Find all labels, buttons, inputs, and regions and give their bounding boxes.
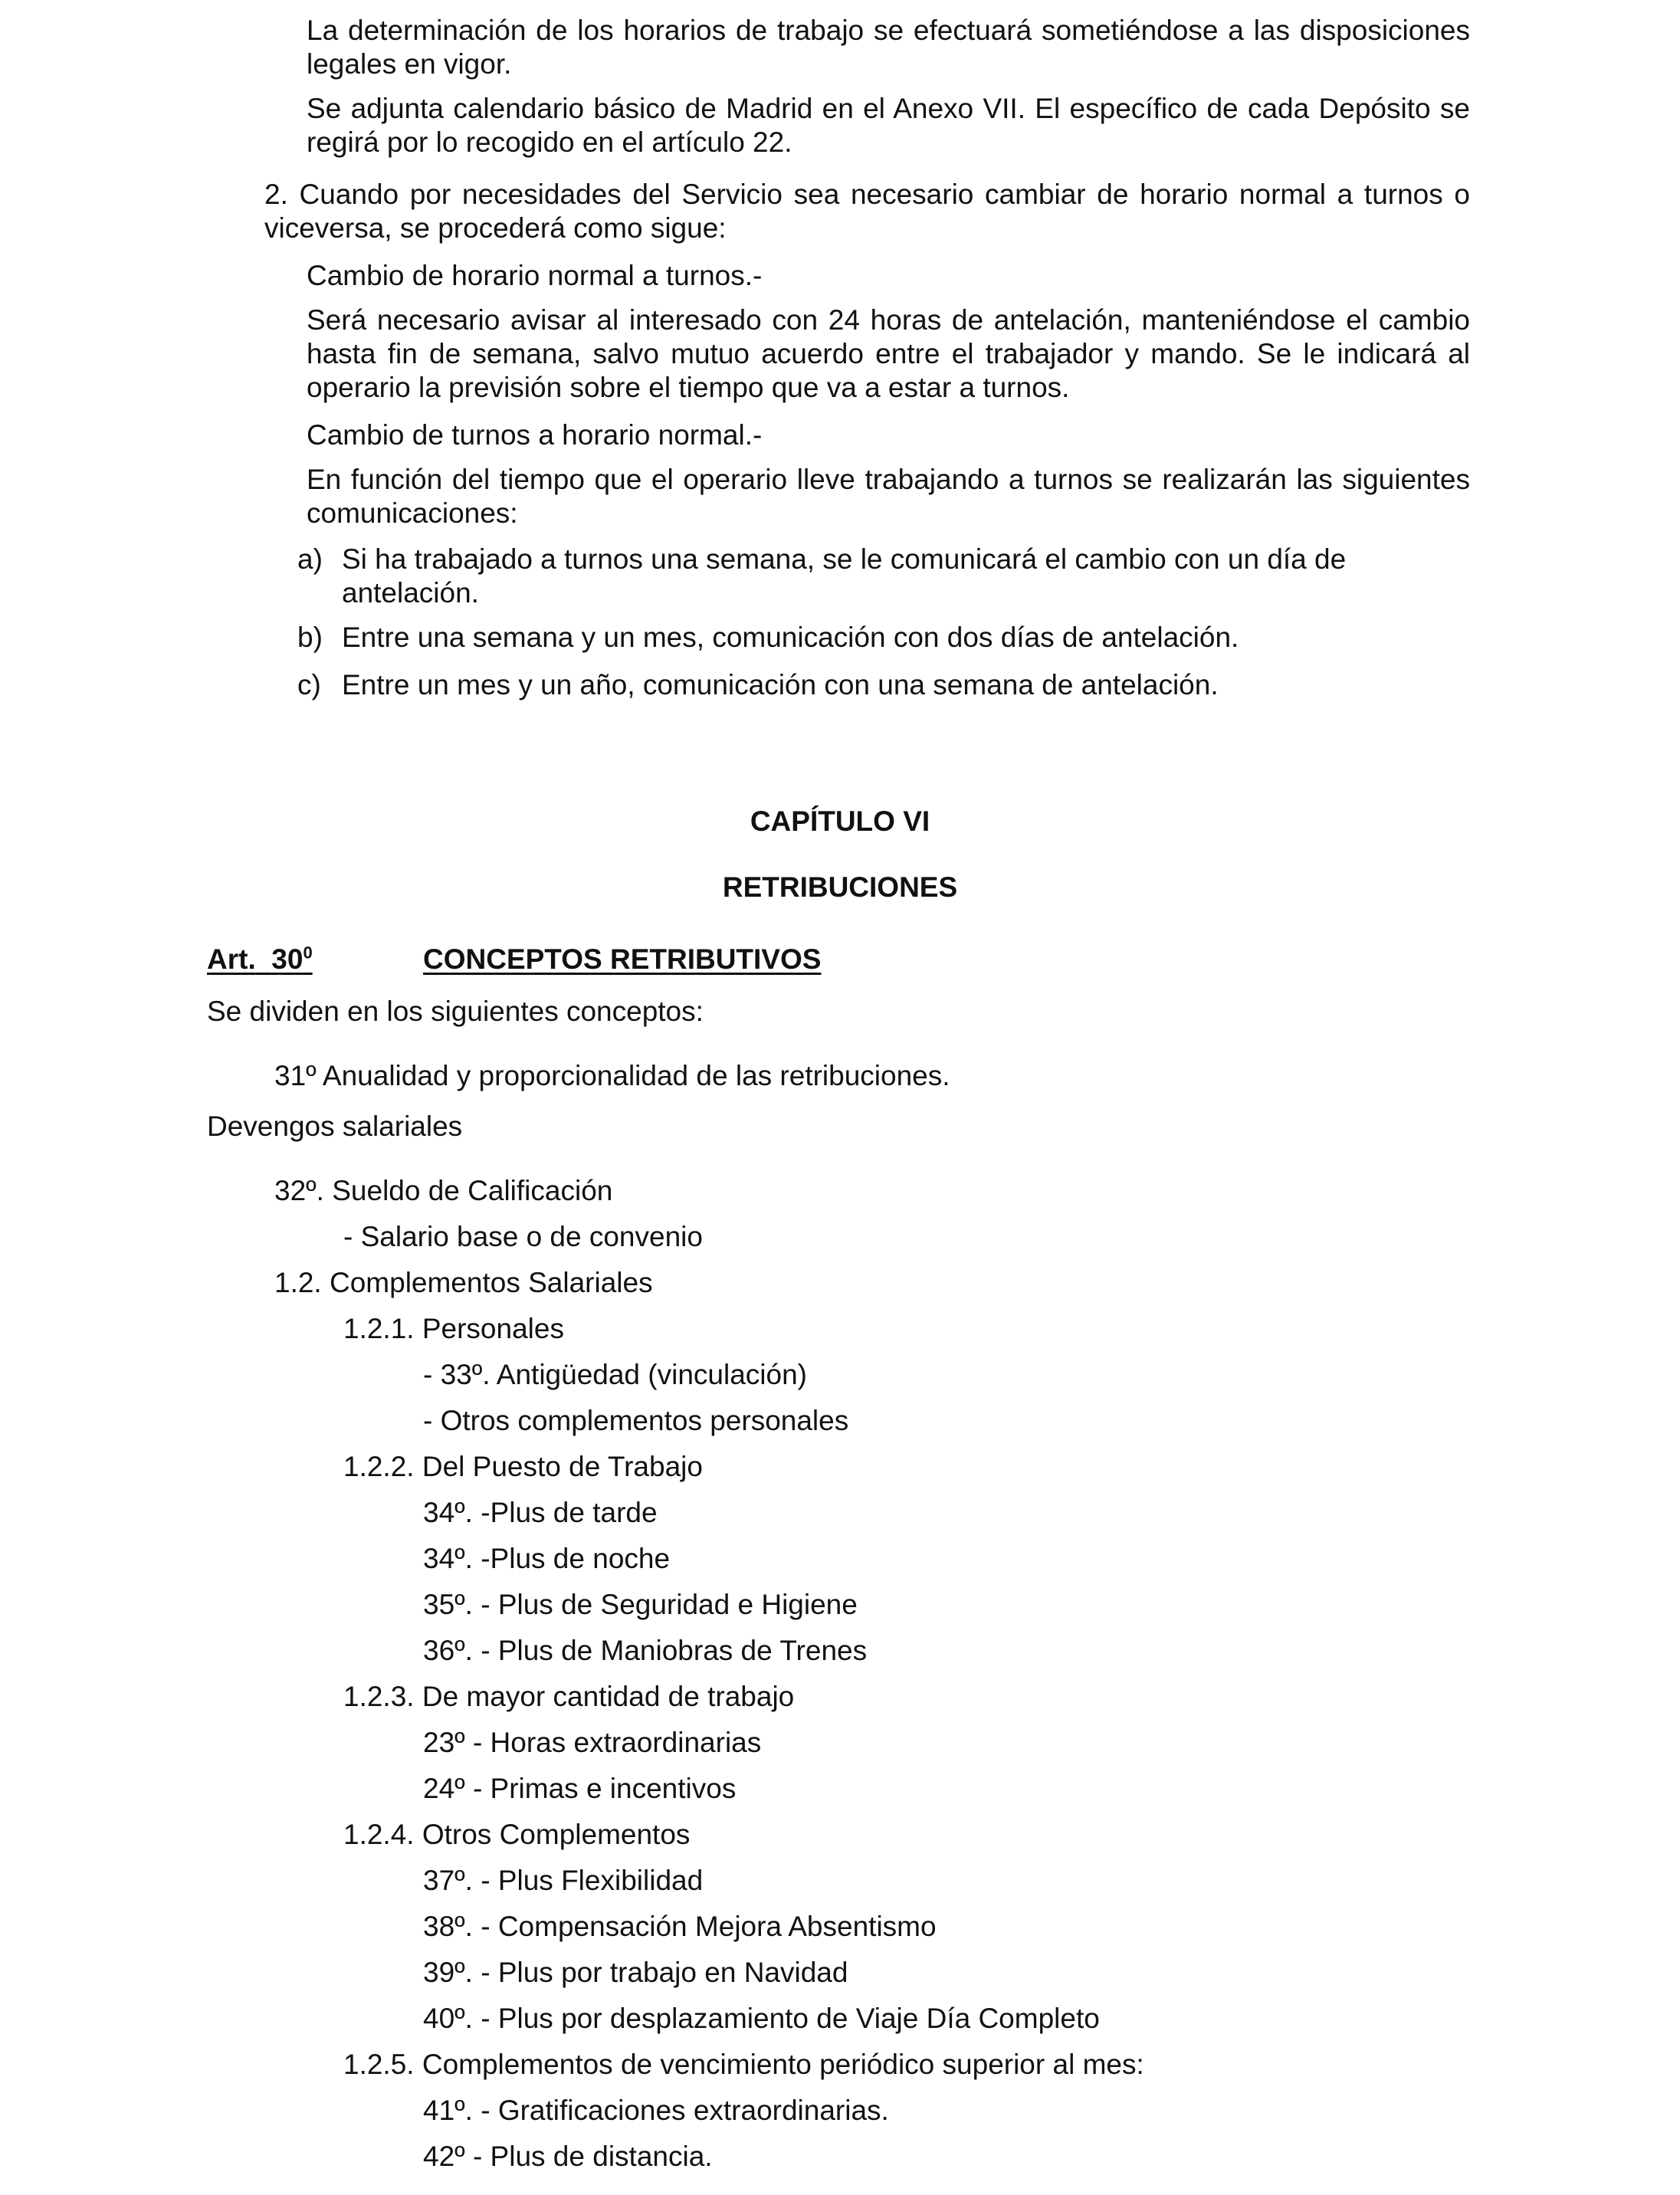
outline-section-125: 1.2.5. Complementos de vencimiento periódico superior al mes: bbox=[343, 2049, 1144, 2080]
outline-item: 24º - Primas e incentivos bbox=[423, 1773, 737, 1804]
subheading-normal-a-turnos: Cambio de horario normal a turnos.- bbox=[307, 260, 763, 291]
paragraph-cambio-line2: viceversa, se procederá como sigue: bbox=[264, 212, 727, 244]
outline-item: 39º. - Plus por trabajo en Navidad bbox=[423, 1957, 848, 1988]
article-intro: Se dividen en los siguientes conceptos: bbox=[207, 996, 704, 1027]
outline-section-121: 1.2.1. Personales bbox=[343, 1313, 564, 1344]
outline-section-123: 1.2.3. De mayor cantidad de trabajo bbox=[343, 1681, 795, 1712]
subheading-turnos-a-normal: Cambio de turnos a horario normal.- bbox=[307, 419, 763, 451]
list-item-a-line2: antelación. bbox=[342, 577, 479, 609]
outline-item: 36º. - Plus de Maniobras de Trenes bbox=[423, 1635, 868, 1666]
article-label bbox=[207, 943, 313, 976]
outline-item: 35º. - Plus de Seguridad e Higiene bbox=[423, 1589, 858, 1620]
outline-item: 23º - Horas extraordinarias bbox=[423, 1727, 762, 1758]
chapter-number: CAPÍTULO VI bbox=[750, 805, 930, 837]
paragraph-aviso-line1: Será necesario avisar al interesado con 24 horas de antelación, manteniéndose el cambio bbox=[307, 304, 1470, 336]
paragraph-aviso-line2: hasta fin de semana, salvo mutuo acuerdo entre el trabajador y mando. Se le indicará al bbox=[307, 338, 1470, 369]
outline-item: 38º. - Compensación Mejora Absentismo bbox=[423, 1911, 937, 1942]
outline-devengos: Devengos salariales bbox=[207, 1111, 463, 1142]
outline-item: 41º. - Gratificaciones extraordinarias. bbox=[423, 2095, 889, 2126]
outline-salario-base: - Salario base o de convenio bbox=[343, 1221, 703, 1252]
list-item-c: Entre un mes y un año, comunicación con una semana de antelación. bbox=[342, 669, 1219, 700]
paragraph-horarios-line2: legales en vigor. bbox=[307, 48, 512, 80]
chapter-title: RETRIBUCIONES bbox=[722, 871, 958, 903]
paragraph-aviso-line3: operario la previsión sobre el tiempo que va a estar a turnos. bbox=[307, 372, 1070, 403]
outline-complementos: 1.2. Complementos Salariales bbox=[274, 1267, 653, 1298]
paragraph-calendario-line1: Se adjunta calendario básico de Madrid en el Anexo VII. El específico de cada Depósito se bbox=[307, 93, 1470, 124]
article-number-sup: 0 bbox=[303, 943, 313, 963]
paragraph-horarios-line1: La determinación de los horarios de trabajo se efectuará sometiéndose a las disposiciones bbox=[307, 15, 1470, 46]
outline-item: 40º. - Plus por desplazamiento de Viaje Día Completo bbox=[423, 2003, 1100, 2034]
paragraph-funcion-line1: En función del tiempo que el operario lleve trabajando a turnos se realizarán las siguientes bbox=[307, 464, 1470, 495]
list-marker-a: a) bbox=[297, 543, 323, 575]
list-item-b: Entre una semana y un mes, comunicación con dos días de antelación. bbox=[342, 622, 1239, 653]
outline-item: - 33º. Antigüedad (vinculación) bbox=[423, 1359, 807, 1390]
outline-item: 37º. - Plus Flexibilidad bbox=[423, 1865, 704, 1896]
outline-item: 34º. -Plus de noche bbox=[423, 1543, 671, 1574]
outline-item: 42º - Plus de distancia. bbox=[423, 2141, 713, 2172]
article-heading: CONCEPTOS RETRIBUTIVOS bbox=[423, 943, 822, 975]
list-marker-b: b) bbox=[297, 622, 323, 653]
paragraph-calendario-line2: regirá por lo recogido en el artículo 22. bbox=[307, 126, 792, 158]
paragraph-funcion-line2: comunicaciones: bbox=[307, 497, 518, 529]
paragraph-cambio-line1: 2. Cuando por necesidades del Servicio sea necesario cambiar de horario normal a turnos o bbox=[264, 179, 1470, 210]
outline-item: - Otros complementos personales bbox=[423, 1405, 849, 1436]
list-item-a-line1: Si ha trabajado a turnos una semana, se le comunicará el cambio con un día de bbox=[342, 543, 1347, 575]
list-marker-c: c) bbox=[297, 669, 321, 700]
outline-section-122: 1.2.2. Del Puesto de Trabajo bbox=[343, 1451, 703, 1482]
outline-item: 34º. -Plus de tarde bbox=[423, 1497, 658, 1528]
outline-item-31: 31º Anualidad y proporcionalidad de las retribuciones. bbox=[274, 1060, 950, 1091]
outline-item-32: 32º. Sueldo de Calificación bbox=[274, 1175, 613, 1206]
article-label-text: Art. $30^0$ bbox=[207, 943, 313, 975]
outline-section-124: 1.2.4. Otros Complementos bbox=[343, 1819, 691, 1850]
